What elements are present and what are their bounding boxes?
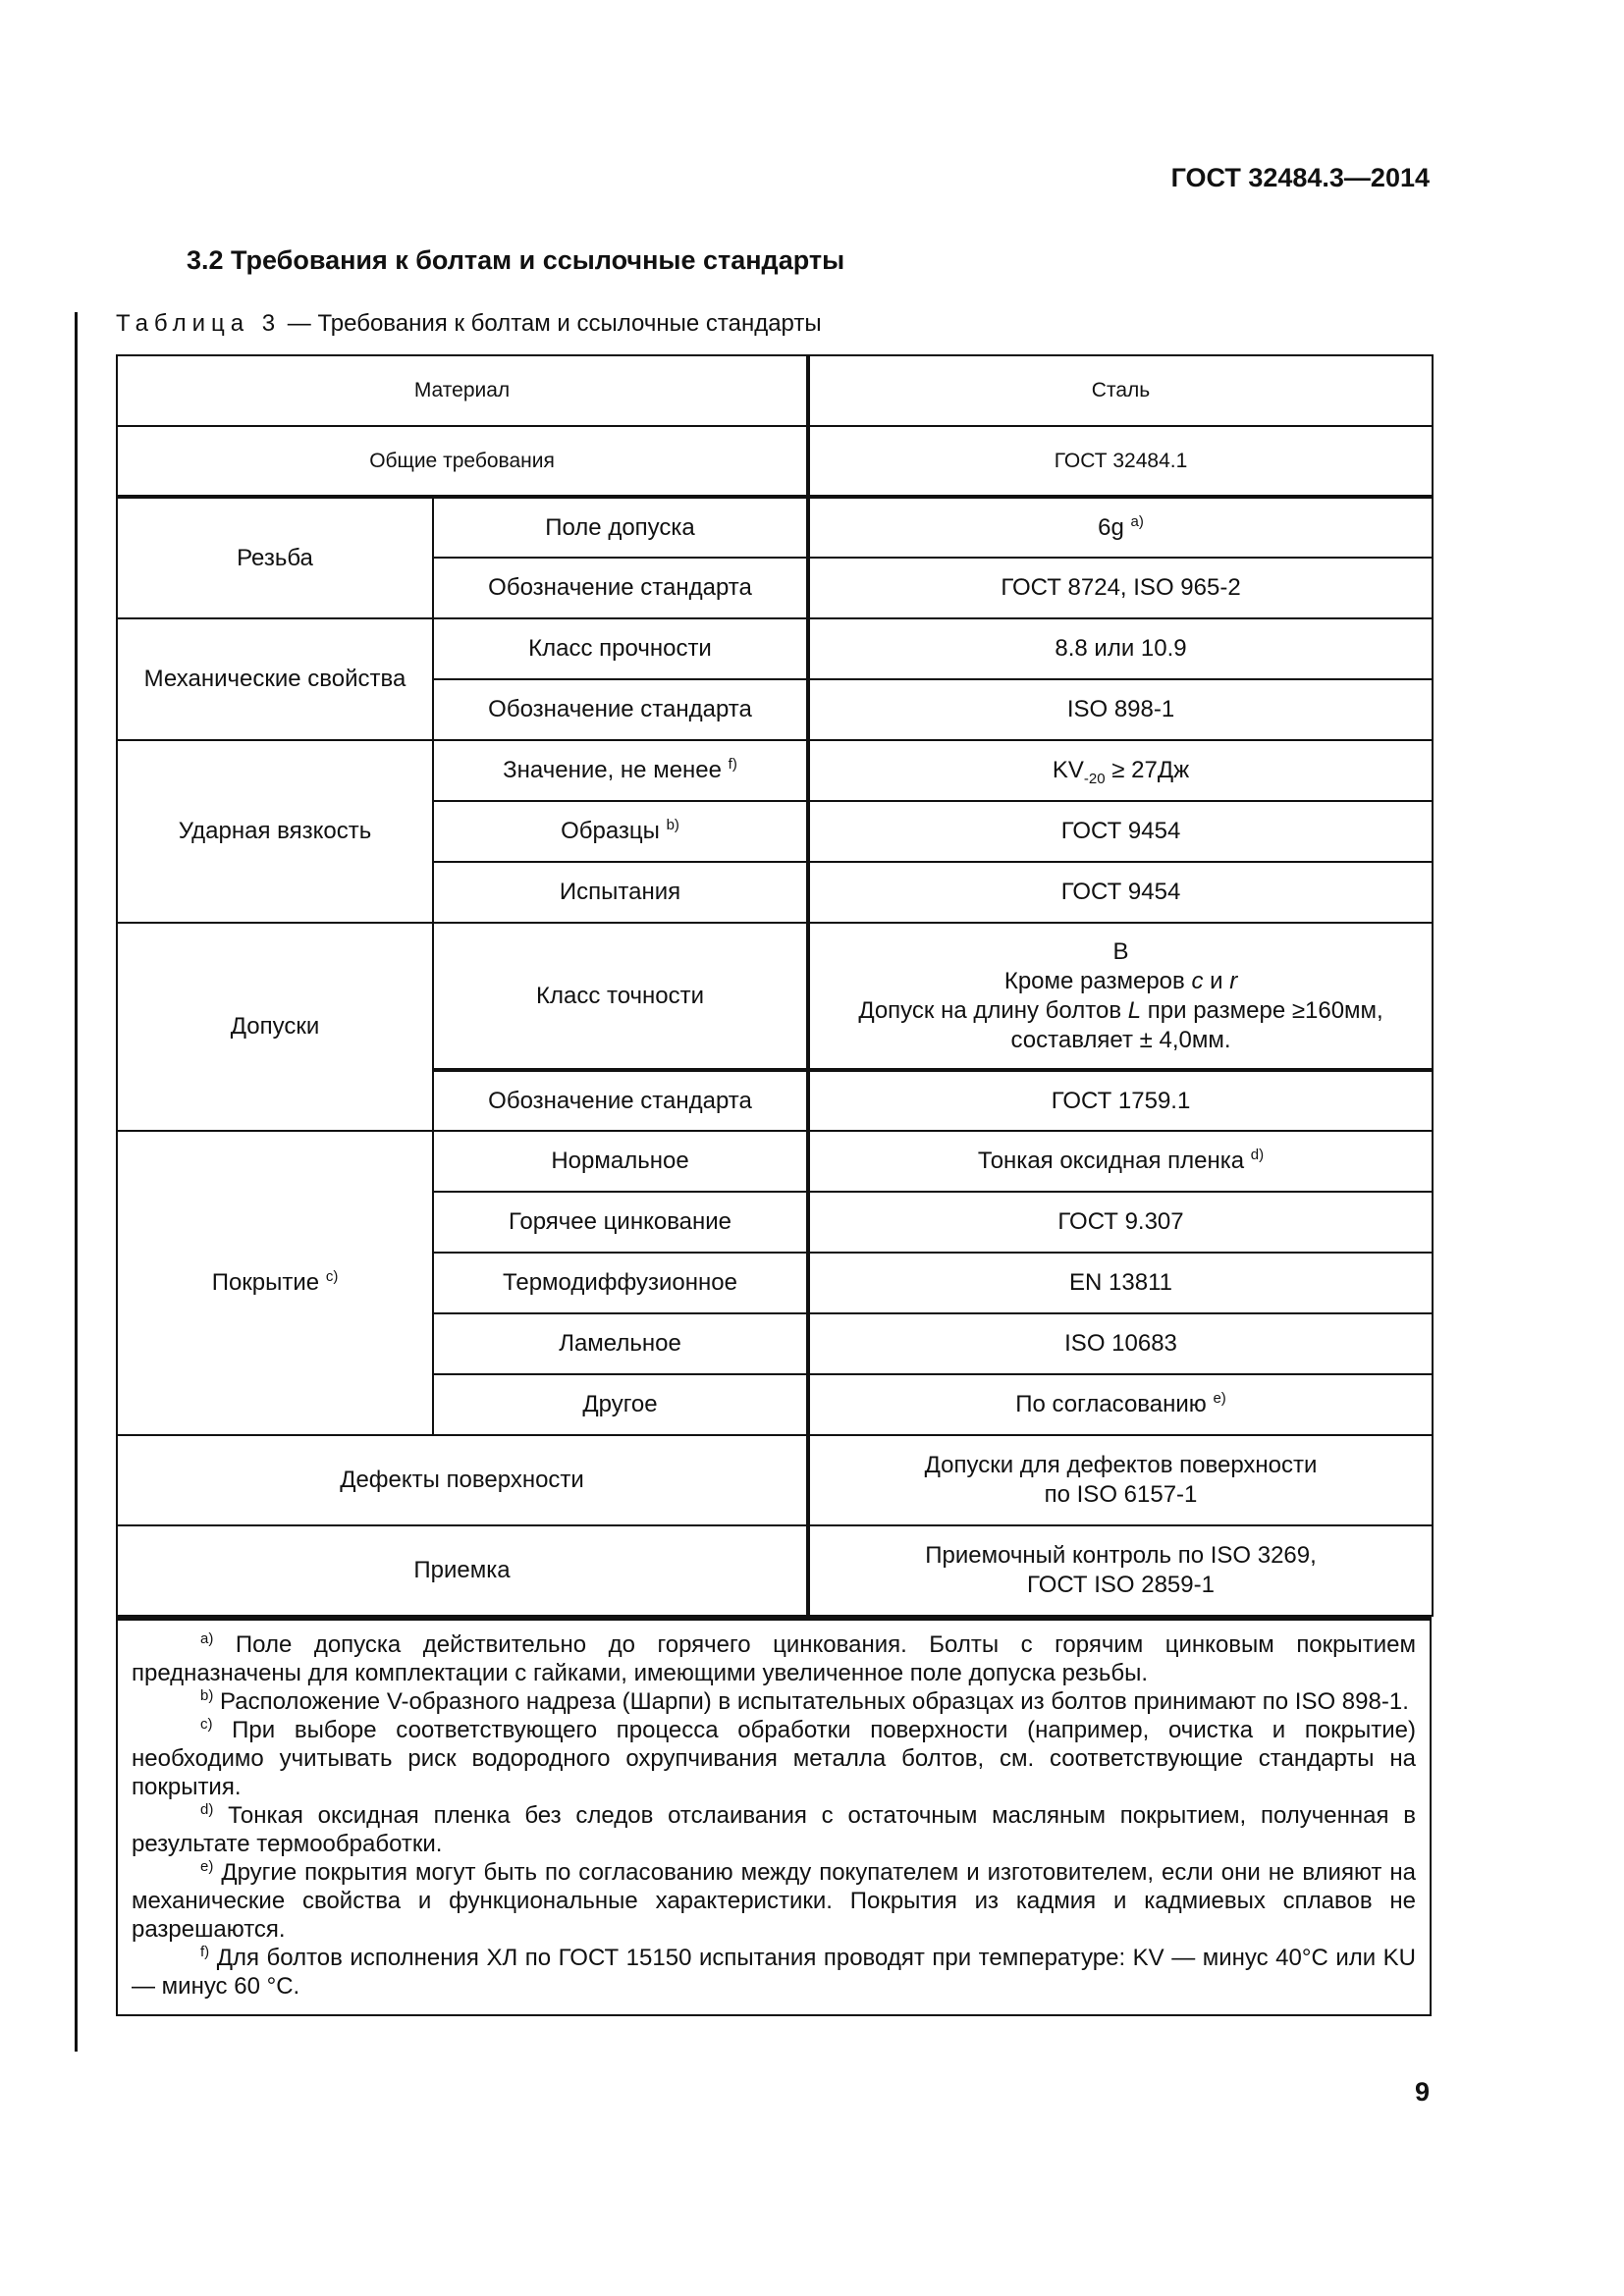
symbol-l: L bbox=[1127, 996, 1142, 1024]
group-mechanical: Механические свойства bbox=[117, 618, 433, 740]
general-requirements-row bbox=[117, 426, 1433, 497]
value-line: по ISO 6157-1 bbox=[1044, 1481, 1198, 1508]
footnote-ref: e) bbox=[1213, 1390, 1226, 1407]
requirements-table-container bbox=[116, 354, 1432, 2016]
value-text: Тонкая оксидная пленка bbox=[977, 1148, 1245, 1174]
footnote bbox=[132, 1858, 1416, 1944]
param-cell: Обозначение стандарта bbox=[433, 1070, 808, 1131]
param-cell: Термодиффузионное bbox=[433, 1253, 808, 1313]
value-subscript: -20 bbox=[1083, 770, 1106, 787]
value-text: Допуск на длину болтов bbox=[858, 996, 1128, 1024]
value-cell bbox=[808, 1131, 1433, 1192]
group-impact: Ударная вязкость bbox=[117, 740, 433, 923]
value-cell: ISO 10683 bbox=[808, 1313, 1433, 1374]
param-cell: Испытания bbox=[433, 862, 808, 923]
value-text: и bbox=[1203, 967, 1230, 994]
value-cell: EN 13811 bbox=[808, 1253, 1433, 1313]
footnote-text: Для болтов исполнения ХЛ по ГОСТ 15150 испытания проводят при температуре: KV — минус 40°С или KU — минус 60 °С. bbox=[132, 1945, 1417, 2000]
value-cell: ГОСТ 9454 bbox=[808, 801, 1433, 862]
footnote-text: Тонкая оксидная пленка без следов отслаивания с остаточным масляным покрытием, полученная в результате термообработки. bbox=[132, 1802, 1416, 1857]
table-row bbox=[117, 740, 1433, 801]
page-number: 9 bbox=[1414, 2077, 1430, 2107]
param-text: Образцы bbox=[561, 818, 660, 844]
footnote-mark: a) bbox=[200, 1630, 214, 1647]
table-caption bbox=[116, 310, 822, 338]
footnote bbox=[132, 1630, 1416, 1687]
value-cell: ГОСТ 1759.1 bbox=[808, 1070, 1433, 1131]
symbol-r: r bbox=[1229, 967, 1238, 994]
value-cell: 8.8 или 10.9 bbox=[808, 618, 1433, 679]
value-text: ≥ 27Дж bbox=[1105, 757, 1190, 783]
value-line: Допуски для дефектов поверхности bbox=[924, 1452, 1318, 1478]
group-text: Покрытие bbox=[211, 1269, 320, 1296]
revision-bar bbox=[75, 312, 78, 2052]
value-text: KV bbox=[1052, 757, 1084, 783]
value-cell bbox=[808, 740, 1433, 801]
footnote bbox=[132, 1687, 1416, 1716]
value-line bbox=[818, 967, 1424, 996]
value-line: ГОСТ ISO 2859-1 bbox=[1027, 1572, 1215, 1598]
footnote-ref: c) bbox=[325, 1268, 339, 1285]
group-tolerances: Допуски bbox=[117, 923, 433, 1131]
footnote-ref: f) bbox=[728, 756, 737, 773]
table-row bbox=[117, 1131, 1433, 1192]
param-cell: Класс прочности bbox=[433, 618, 808, 679]
table-row bbox=[117, 1525, 1433, 1616]
general-requirements-label: Общие требования bbox=[117, 426, 808, 497]
surface-defects-label: Дефекты поверхности bbox=[117, 1435, 808, 1525]
group-coating bbox=[117, 1131, 433, 1435]
value-cell bbox=[808, 1525, 1433, 1616]
param-text: Значение, не менее bbox=[503, 757, 722, 783]
param-cell: Ламельное bbox=[433, 1313, 808, 1374]
footnote bbox=[132, 1944, 1416, 2001]
footnote-text: Другие покрытия могут быть по согласованию между покупателем и изготовителем, если они не влияют на механические свойства и функциональные характеристики. Покрытия из кадмия и кадмиевых сплавов не разрешаются. bbox=[132, 1859, 1417, 1943]
table-row bbox=[117, 923, 1433, 1070]
value-text: 6g bbox=[1098, 513, 1124, 541]
footnote-ref: a) bbox=[1130, 512, 1144, 530]
value-line: B bbox=[1112, 937, 1129, 965]
footnote-mark: e) bbox=[200, 1858, 214, 1875]
value-text: Кроме размеров bbox=[1003, 967, 1192, 994]
footnote-mark: f) bbox=[200, 1944, 210, 1960]
value-cell: ГОСТ 9454 bbox=[808, 862, 1433, 923]
value-line bbox=[818, 996, 1424, 1026]
table-caption-label: Таблица 3 bbox=[116, 310, 282, 337]
value-line: Приемочный контроль по ISO 3269, bbox=[925, 1542, 1317, 1569]
table-row bbox=[117, 618, 1433, 679]
value-text: при размере ≥160мм, bbox=[1141, 996, 1383, 1024]
table-caption-text: — Требования к болтам и ссылочные стандарты bbox=[287, 310, 822, 337]
param-cell: Класс точности bbox=[433, 923, 808, 1070]
table-row bbox=[117, 497, 1433, 558]
value-cell: ISO 898-1 bbox=[808, 679, 1433, 740]
param-cell: Нормальное bbox=[433, 1131, 808, 1192]
param-cell bbox=[433, 740, 808, 801]
table-footnotes bbox=[116, 1617, 1432, 2016]
footnote-mark: d) bbox=[200, 1801, 214, 1818]
header-material: Материал bbox=[117, 355, 808, 426]
table-header-row bbox=[117, 355, 1433, 426]
requirements-table bbox=[116, 354, 1434, 1617]
table-row bbox=[117, 1435, 1433, 1525]
section-title: 3.2 Требования к болтам и ссылочные стандарты bbox=[187, 245, 845, 275]
value-cell bbox=[808, 497, 1433, 558]
footnote-mark: c) bbox=[200, 1716, 213, 1733]
footnote-text: При выборе соответствующего процесса обработки поверхности (например, очистка и покрытие) необходимо учитывать риск водородного охрупчивания металла болтов, см. соответствующие стандарты на покрытия. bbox=[132, 1717, 1417, 1800]
param-cell: Обозначение стандарта bbox=[433, 558, 808, 618]
param-cell bbox=[433, 801, 808, 862]
param-cell: Обозначение стандарта bbox=[433, 679, 808, 740]
value-text: По согласованию bbox=[1015, 1391, 1207, 1417]
footnote-text: Поле допуска действительно до горячего цинкования. Болты с горячим цинковым покрытием предназначены для комплектации с гайками, имеющими увеличенное поле допуска резьбы. bbox=[132, 1631, 1416, 1686]
symbol-c: c bbox=[1191, 967, 1204, 994]
footnote-ref: d) bbox=[1250, 1147, 1265, 1163]
value-cell bbox=[808, 1435, 1433, 1525]
footnote bbox=[132, 1716, 1416, 1801]
group-thread: Резьба bbox=[117, 497, 433, 618]
header-steel: Сталь bbox=[808, 355, 1433, 426]
general-requirements-value: ГОСТ 32484.1 bbox=[808, 426, 1433, 497]
value-cell bbox=[808, 1374, 1433, 1435]
param-cell: Другое bbox=[433, 1374, 808, 1435]
value-cell: ГОСТ 8724, ISO 965-2 bbox=[808, 558, 1433, 618]
footnote-ref: b) bbox=[666, 817, 679, 833]
param-cell: Горячее цинкование bbox=[433, 1192, 808, 1253]
value-line: составляет ± 4,0мм. bbox=[1010, 1026, 1231, 1053]
acceptance-label: Приемка bbox=[117, 1525, 808, 1616]
footnote bbox=[132, 1801, 1416, 1858]
value-cell: ГОСТ 9.307 bbox=[808, 1192, 1433, 1253]
footnote-text: Расположение V-образного надреза (Шарпи) в испытательных образцах из болтов принимают по ISO 898-1. bbox=[220, 1688, 1409, 1715]
document-code: ГОСТ 32484.3—2014 bbox=[1170, 163, 1430, 192]
footnote-mark: b) bbox=[200, 1687, 214, 1704]
param-cell: Поле допуска bbox=[433, 497, 808, 558]
value-cell bbox=[808, 923, 1433, 1070]
